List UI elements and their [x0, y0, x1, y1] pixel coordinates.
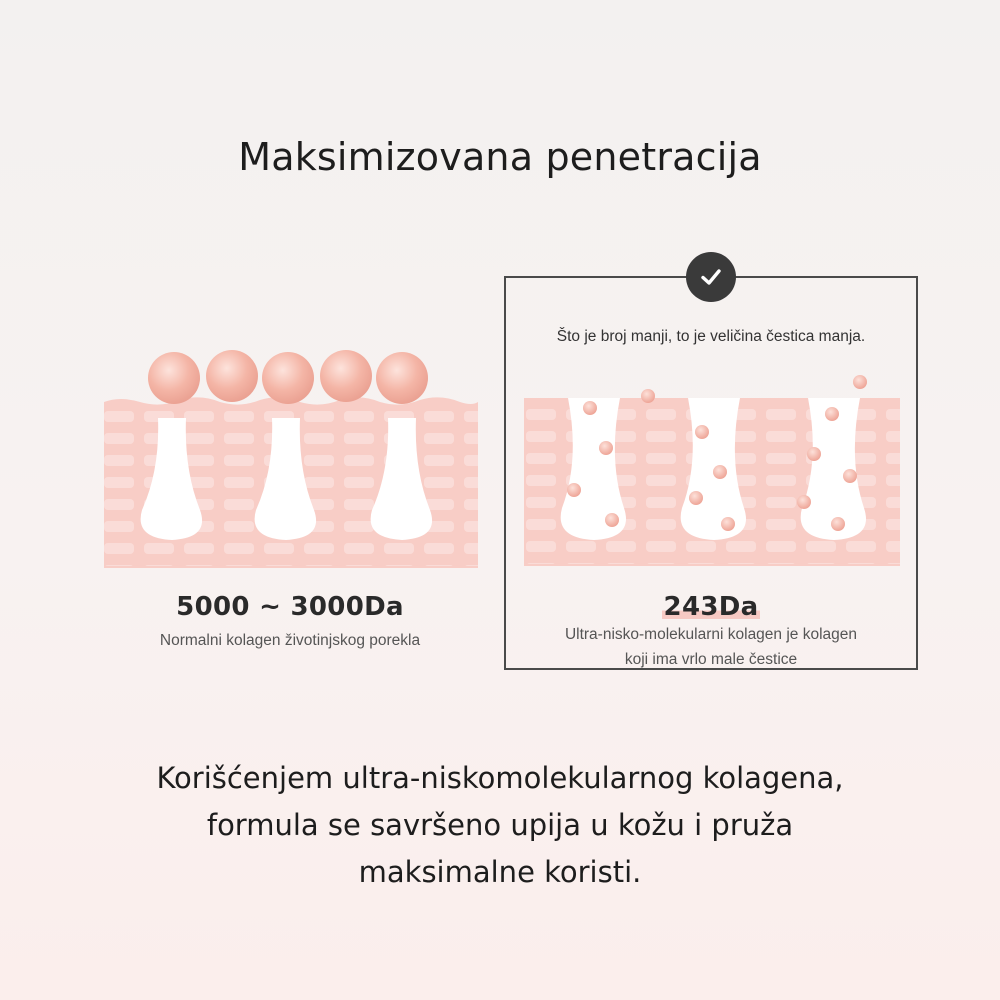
small-particle	[599, 441, 613, 455]
page-title: Maksimizovana penetracija	[238, 135, 762, 179]
small-particle	[583, 401, 597, 415]
low-molecular-collagen-diagram	[522, 360, 902, 570]
low-molecular-collagen-dalton: 243Da	[663, 592, 759, 622]
large-particle	[320, 350, 372, 402]
small-particle	[721, 517, 735, 531]
small-particle	[713, 465, 727, 479]
small-particle	[695, 425, 709, 439]
large-particle	[148, 352, 200, 404]
check-badge	[686, 252, 736, 302]
large-particle	[262, 352, 314, 404]
summary-line: maksimalne koristi.	[358, 855, 642, 889]
small-particle	[853, 375, 867, 389]
small-particle	[831, 517, 845, 531]
caption-line: koji ima vrlo male čestice	[624, 651, 798, 668]
small-particle	[567, 483, 581, 497]
particle-size-note: Što je broj manji, to je veličina čestica manja.	[556, 328, 866, 345]
large-particle	[376, 352, 428, 404]
summary-line: Korišćenjem ultra-niskomolekularnog kolagena,	[156, 761, 844, 795]
normal-collagen-dalton: 5000 ~ 3000Da	[176, 592, 404, 622]
normal-collagen-caption: Normalni kolagen životinjskog porekla	[159, 632, 421, 649]
small-particle	[807, 447, 821, 461]
summary-text	[60, 755, 940, 896]
skin-large-particles-illustration	[100, 340, 480, 570]
skin-small-particles-illustration	[522, 360, 902, 570]
summary-line: formula se savršeno upija u kožu i pruža	[206, 808, 794, 842]
check-icon	[698, 264, 724, 290]
small-particle	[825, 407, 839, 421]
caption-line: Ultra-nisko-molekularni kolagen je kolagen	[564, 626, 858, 643]
small-particle	[605, 513, 619, 527]
small-particle	[797, 495, 811, 509]
small-particle	[843, 469, 857, 483]
small-particle	[689, 491, 703, 505]
normal-collagen-diagram	[100, 340, 480, 570]
low-molecular-collagen-dalton-wrapper	[504, 592, 918, 622]
large-particle	[206, 350, 258, 402]
low-molecular-collagen-caption	[520, 622, 902, 672]
small-particle	[641, 389, 655, 403]
